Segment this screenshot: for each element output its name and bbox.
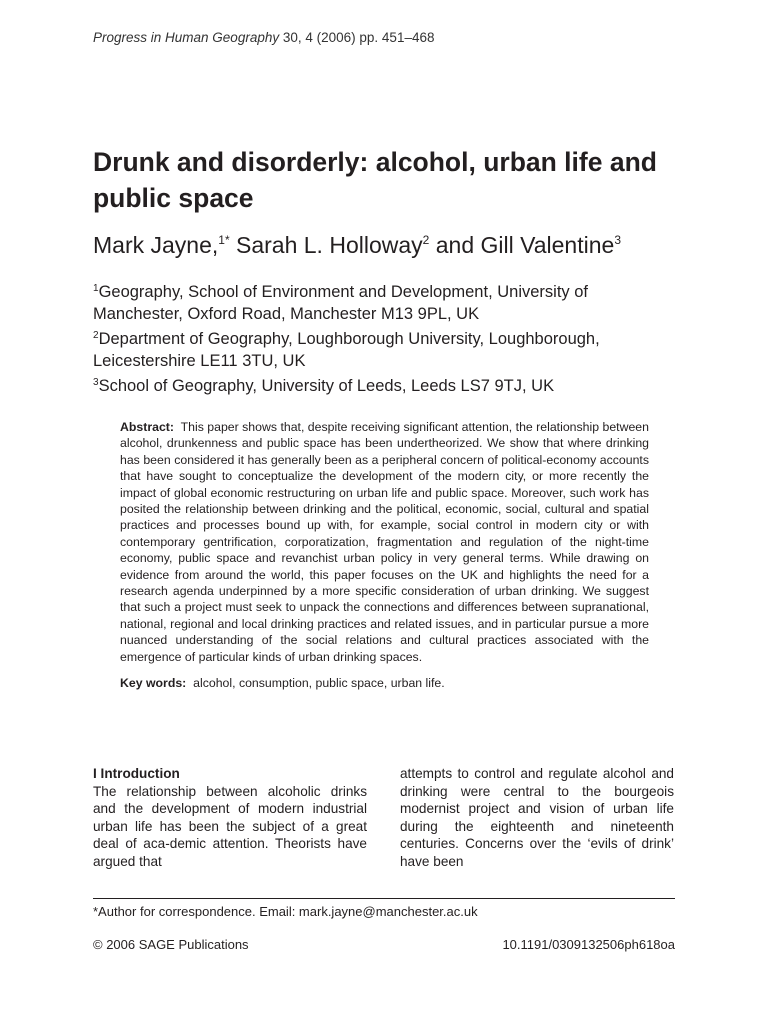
author-name: Sarah L. Holloway bbox=[236, 232, 423, 258]
author-name: Gill Valentine bbox=[480, 232, 615, 258]
affiliation-text: Geography, School of Environment and Development, University of bbox=[98, 283, 589, 301]
affiliation-line: Leicestershire LE11 3TU, UK bbox=[93, 352, 306, 370]
author-name: Mark Jayne, bbox=[93, 232, 219, 258]
affiliation-text: School of Geography, University of Leeds, Leeds LS7 9TJ, UK bbox=[98, 377, 555, 395]
abstract-label: Abstract: bbox=[120, 420, 174, 434]
author-mark: 1* bbox=[218, 233, 230, 247]
body-text: The relationship between alcoholic drinks and the development of modern industrial urban life has been the subject of a great deal of aca-demic attention. Theorists have argued that bbox=[93, 783, 367, 869]
paper-title: Drunk and disorderly: alcohol, urban life and public space bbox=[93, 147, 657, 213]
section-heading: I Introduction bbox=[93, 766, 180, 781]
affiliation-line: Manchester, Oxford Road, Manchester M13 9PL, UK bbox=[93, 305, 480, 323]
author-joiner: and bbox=[435, 232, 475, 258]
footnote: *Author for correspondence. Email: mark.jayne@manchester.ac.uk bbox=[93, 904, 478, 919]
keywords bbox=[120, 676, 445, 690]
affiliation-mark: 3 bbox=[93, 377, 99, 388]
abstract-text: This paper shows that, despite receiving significant attention, the relationship between alcohol, drunkenness and public space has been undertheorized. We show that where drinking has been considered it has generally been as a peripheral concern of political-economy accounts that have sought to conceptualize the development of the modern city, or more recently the impact of global economic restructuring on urban life and public space. Moreover, such work has posited the relationship between drinking and the political, economic, social, cultural and spatial practices and processes bound up with, for example, social control in modern city or with contemporary gentrification, corporatization, fragmentation and regulation of the night-time economy, public space and revanchist urban policy in very general terms. While drawing on evidence from around the world, this paper focuses on the UK and highlights the need for a research agenda underpinned by a more specific consideration of urban drinking. We suggest that such a project must seek to unpack the connections and differences between supranational, national, regional and local drinking practices and related issues, and in particular pursue a more nuanced understanding of the social relations and cultural practices associated with the emergence of particular kinds of urban drinking spaces. bbox=[120, 420, 649, 664]
affiliation-mark: 1 bbox=[93, 283, 99, 294]
affiliation-line bbox=[93, 278, 693, 303]
keywords-label: Key words: bbox=[120, 676, 187, 690]
author-mark: 2 bbox=[422, 233, 430, 247]
journal-citation: 30, 4 (2006) pp. 451–468 bbox=[282, 30, 435, 45]
author-mark: 3 bbox=[614, 233, 621, 247]
author-list bbox=[93, 232, 621, 259]
affiliations bbox=[93, 278, 693, 397]
footnote-divider bbox=[93, 898, 675, 899]
journal-name: Progress in Human Geography bbox=[93, 30, 280, 45]
journal-header bbox=[93, 30, 434, 45]
copyright: © 2006 SAGE Publications bbox=[93, 937, 249, 952]
body-column-left bbox=[93, 765, 367, 870]
abstract bbox=[120, 419, 649, 665]
body-column-right: attempts to control and regulate alcohol and drinking were central to the bourgeois modernist project and vision of urban life during the eighteenth and nineteenth centuries. Concerns over the ‘evils of drink’ have been bbox=[400, 766, 674, 869]
doi: 10.1191/0309132506ph618oa bbox=[502, 937, 675, 952]
affiliation-line bbox=[93, 372, 693, 397]
affiliation-text: Department of Geography, Loughborough University, Loughborough, bbox=[98, 330, 600, 348]
affiliation-line bbox=[93, 325, 693, 350]
affiliation-mark: 2 bbox=[93, 330, 99, 341]
keywords-text: alcohol, consumption, public space, urban life. bbox=[193, 676, 445, 690]
